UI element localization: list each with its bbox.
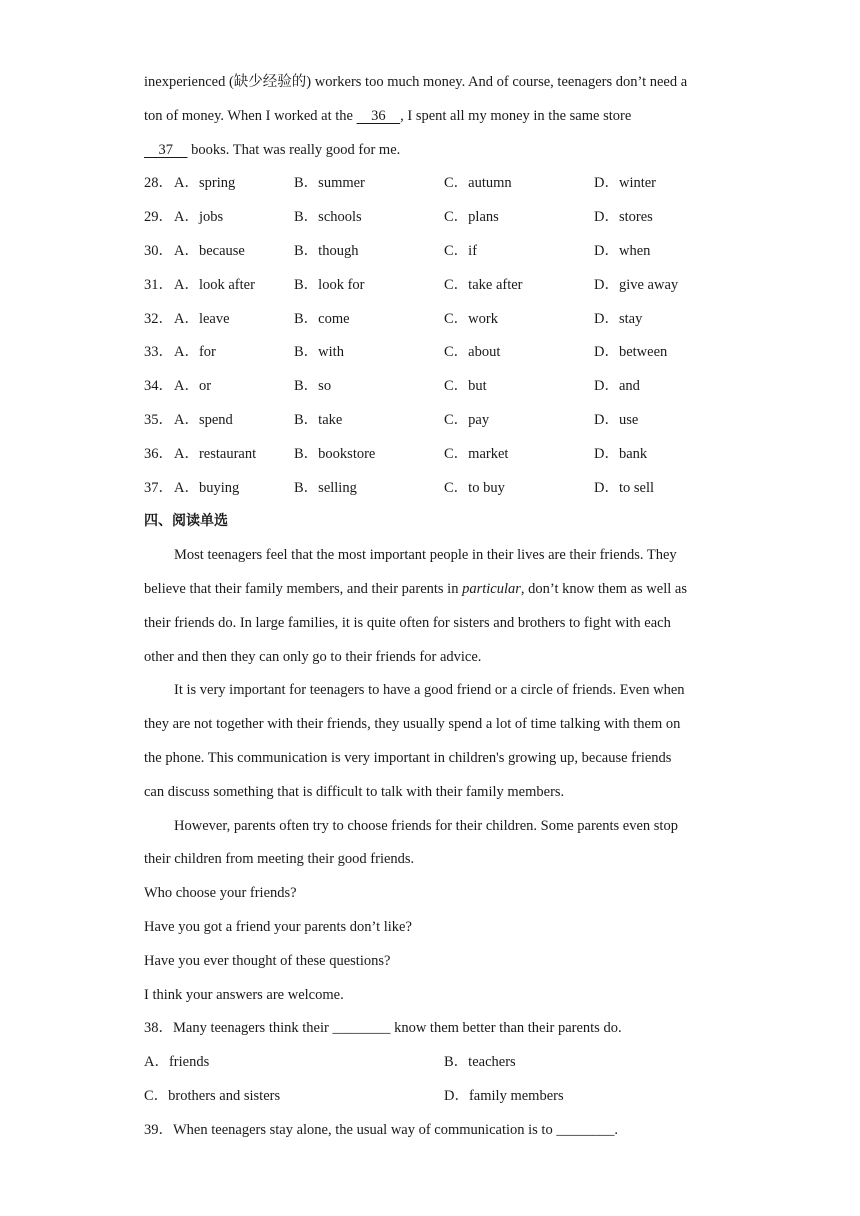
option-b[interactable]: B．teachers [444, 1054, 516, 1071]
reading-line: Have you ever thought of these questions? [144, 952, 391, 969]
question-row [144, 167, 734, 201]
option-c[interactable]: C．pay [444, 411, 490, 428]
question-row [144, 201, 734, 235]
question-number: 29． [144, 209, 173, 226]
option-d[interactable]: D．and [594, 378, 640, 395]
reading-line: they are not together with their friends, they usually spend a lot of time talking with them on [144, 716, 681, 733]
reading-line [144, 573, 734, 607]
option-c[interactable]: C．market [444, 445, 509, 462]
option-a[interactable]: A．buying [174, 479, 240, 496]
question-number: 34． [144, 378, 173, 395]
reading-line: Who choose your friends? [144, 885, 297, 902]
option-a[interactable]: A．spring [174, 175, 236, 192]
option-d[interactable]: D．give away [594, 276, 679, 293]
option-b[interactable]: B．with [294, 344, 344, 361]
question-number: 37． [144, 479, 173, 496]
option-c[interactable]: C．brothers and sisters [144, 1087, 281, 1104]
option-a[interactable]: A．or [174, 378, 212, 395]
option-d[interactable]: D．stores [594, 209, 653, 226]
option-c[interactable]: C．take after [444, 276, 523, 293]
blank-36: 36 [356, 107, 401, 124]
question-row [144, 269, 734, 303]
section-title: 四、阅读单选 [144, 513, 228, 530]
reading-line: other and then they can only go to their friends for advice. [144, 648, 482, 665]
option-d[interactable]: D．family members [444, 1087, 564, 1104]
option-a[interactable]: A．spend [174, 411, 233, 428]
cloze-options [144, 167, 734, 505]
question-number: 28． [144, 175, 173, 192]
question-38-options-row [144, 1046, 734, 1080]
text-run: ton of money. When I worked at the [144, 107, 357, 124]
question-number: 31． [144, 276, 173, 293]
option-c[interactable]: C．autumn [444, 175, 512, 192]
option-b[interactable]: B．bookstore [294, 445, 376, 462]
option-b[interactable]: B．come [294, 310, 350, 327]
blank-37: 37 [144, 141, 188, 158]
option-c[interactable]: C．if [444, 242, 478, 259]
option-b[interactable]: B．schools [294, 209, 362, 226]
option-a[interactable]: A．restaurant [174, 445, 257, 462]
question-number: 35． [144, 411, 173, 428]
question-39-stem: 39．When teenagers stay alone, the usual way of communication is to ________. [144, 1121, 618, 1138]
option-d[interactable]: D．bank [594, 445, 648, 462]
question-row [144, 404, 734, 438]
option-a[interactable]: A．friends [144, 1054, 210, 1071]
reading-line: Most teenagers feel that the most important people in their lives are their friends. They [174, 547, 677, 564]
option-a[interactable]: A．for [174, 344, 216, 361]
text-run: , I spent all my money in the same store [400, 107, 632, 124]
option-c[interactable]: C．about [444, 344, 501, 361]
question-row [144, 438, 734, 472]
question-number: 33． [144, 344, 173, 361]
option-b[interactable]: B．look for [294, 276, 365, 293]
passage-line [144, 134, 734, 168]
document-page [144, 66, 734, 1148]
option-c[interactable]: C．work [444, 310, 498, 327]
option-d[interactable]: D．winter [594, 175, 657, 192]
option-a[interactable]: A．jobs [174, 209, 224, 226]
option-b[interactable]: B．take [294, 411, 343, 428]
question-number: 30． [144, 242, 173, 259]
option-a[interactable]: A．leave [174, 310, 230, 327]
question-row [144, 370, 734, 404]
option-d[interactable]: D．use [594, 411, 639, 428]
option-b[interactable]: B．so [294, 378, 332, 395]
reading-line: It is very important for teenagers to have a good friend or a circle of friends. Even when [174, 682, 685, 699]
question-row [144, 303, 734, 337]
passage-line [144, 100, 734, 134]
text-run: books. That was really good for me. [187, 141, 401, 158]
text-run: , don’t know them as well as [520, 580, 687, 597]
option-d[interactable]: D．to sell [594, 479, 655, 496]
text-run: believe that their family members, and their parents in [144, 580, 463, 597]
reading-line: I think your answers are welcome. [144, 986, 344, 1003]
reading-line: Have you got a friend your parents don’t like? [144, 918, 412, 935]
reading-line: However, parents often try to choose friends for their children. Some parents even stop [174, 817, 678, 834]
passage-line: inexperienced (缺少经验的) workers too much money. And of course, teenagers don’t need a [144, 74, 688, 90]
question-number: 36． [144, 445, 173, 462]
question-row [144, 336, 734, 370]
option-d[interactable]: D．stay [594, 310, 643, 327]
reading-line: their children from meeting their good friends. [144, 851, 415, 868]
reading-line: their friends do. In large families, it is quite often for sisters and brothers to fight with each [144, 614, 671, 631]
option-b[interactable]: B．summer [294, 175, 365, 192]
question-38-options-row [144, 1080, 734, 1114]
option-c[interactable]: C．to buy [444, 479, 505, 496]
reading-line: the phone. This communication is very important in children's growing up, because friends [144, 749, 672, 766]
question-row [144, 235, 734, 269]
reading-line: can discuss something that is difficult to talk with their family members. [144, 783, 565, 800]
italic-word: particular [462, 580, 521, 597]
option-b[interactable]: B．though [294, 242, 359, 259]
option-c[interactable]: C．but [444, 378, 487, 395]
question-row [144, 472, 734, 506]
question-number: 32． [144, 310, 173, 327]
option-a[interactable]: A．look after [174, 276, 255, 293]
option-c[interactable]: C．plans [444, 209, 499, 226]
option-d[interactable]: D．when [594, 242, 651, 259]
option-b[interactable]: B．selling [294, 479, 357, 496]
option-a[interactable]: A．because [174, 242, 245, 259]
option-d[interactable]: D．between [594, 344, 668, 361]
question-38-stem: 38．Many teenagers think their ________ know them better than their parents do. [144, 1020, 622, 1037]
